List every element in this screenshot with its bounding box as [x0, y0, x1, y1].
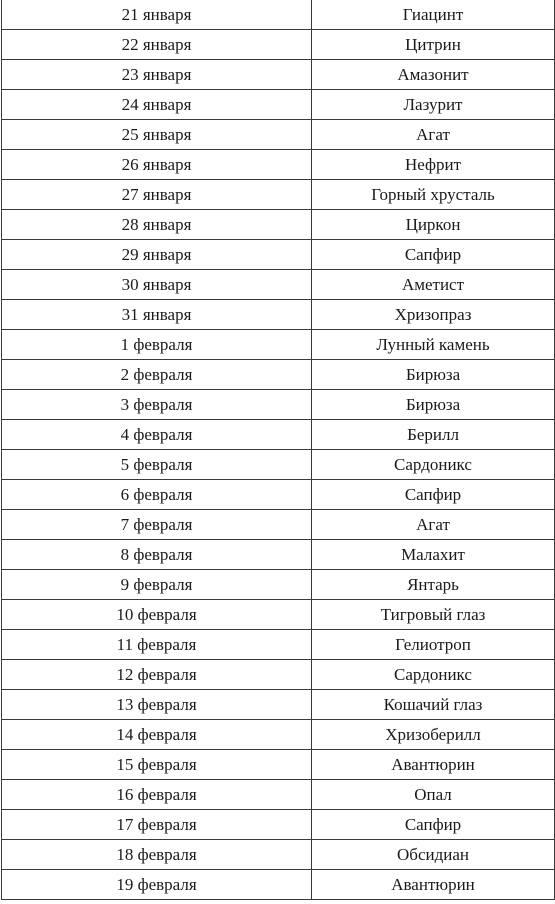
stone-cell: Сардоникс: [312, 660, 555, 690]
table-row: [2, 810, 555, 840]
stone-cell: Цитрин: [312, 30, 555, 60]
date-cell: 9 февраля: [2, 570, 312, 600]
table-row: [2, 0, 555, 30]
table-row: [2, 60, 555, 90]
date-cell: 8 февраля: [2, 540, 312, 570]
table-row: [2, 450, 555, 480]
stone-cell: Авантюрин: [312, 870, 555, 900]
stone-cell: Малахит: [312, 540, 555, 570]
table-row: [2, 240, 555, 270]
date-cell: 13 февраля: [2, 690, 312, 720]
table-row: [2, 150, 555, 180]
stone-cell: Циркон: [312, 210, 555, 240]
table-row: [2, 840, 555, 870]
date-cell: 26 января: [2, 150, 312, 180]
date-cell: 27 января: [2, 180, 312, 210]
date-cell: 3 февраля: [2, 390, 312, 420]
table-row: [2, 180, 555, 210]
date-cell: 28 января: [2, 210, 312, 240]
table-row: [2, 690, 555, 720]
stone-cell: Обсидиан: [312, 840, 555, 870]
date-cell: 7 февраля: [2, 510, 312, 540]
stone-cell: Агат: [312, 510, 555, 540]
birthstone-table: [1, 0, 555, 900]
date-cell: 23 января: [2, 60, 312, 90]
date-cell: 31 января: [2, 300, 312, 330]
stone-cell: Тигровый глаз: [312, 600, 555, 630]
date-cell: 5 февраля: [2, 450, 312, 480]
date-cell: 29 января: [2, 240, 312, 270]
table-row: [2, 420, 555, 450]
birthstone-table-body: [2, 0, 555, 900]
date-cell: 22 января: [2, 30, 312, 60]
date-cell: 2 февраля: [2, 360, 312, 390]
date-cell: 24 января: [2, 90, 312, 120]
table-row: [2, 30, 555, 60]
table-row: [2, 270, 555, 300]
date-cell: 17 февраля: [2, 810, 312, 840]
table-row: [2, 90, 555, 120]
stone-cell: Горный хрусталь: [312, 180, 555, 210]
stone-cell: Аметист: [312, 270, 555, 300]
date-cell: 21 января: [2, 0, 312, 30]
stone-cell: Амазонит: [312, 60, 555, 90]
date-cell: 4 февраля: [2, 420, 312, 450]
date-cell: 6 февраля: [2, 480, 312, 510]
stone-cell: Лунный камень: [312, 330, 555, 360]
date-cell: 18 февраля: [2, 840, 312, 870]
stone-cell: Гиацинт: [312, 0, 555, 30]
stone-cell: Сапфир: [312, 480, 555, 510]
date-cell: 15 февраля: [2, 750, 312, 780]
table-row: [2, 780, 555, 810]
table-row: [2, 660, 555, 690]
date-cell: 14 февраля: [2, 720, 312, 750]
stone-cell: Авантюрин: [312, 750, 555, 780]
stone-cell: Бирюза: [312, 360, 555, 390]
table-row: [2, 480, 555, 510]
stone-cell: Хризоберилл: [312, 720, 555, 750]
stone-cell: Кошачий глаз: [312, 690, 555, 720]
date-cell: 30 января: [2, 270, 312, 300]
stone-cell: Бирюза: [312, 390, 555, 420]
date-cell: 12 февраля: [2, 660, 312, 690]
date-cell: 1 февраля: [2, 330, 312, 360]
stone-cell: Сапфир: [312, 810, 555, 840]
stone-cell: Хризопраз: [312, 300, 555, 330]
stone-cell: Нефрит: [312, 150, 555, 180]
table-row: [2, 630, 555, 660]
table-row: [2, 510, 555, 540]
date-cell: 11 февраля: [2, 630, 312, 660]
date-cell: 16 февраля: [2, 780, 312, 810]
stone-cell: Гелиотроп: [312, 630, 555, 660]
table-row: [2, 120, 555, 150]
table-row: [2, 570, 555, 600]
table-row: [2, 210, 555, 240]
table-row: [2, 720, 555, 750]
stone-cell: Сардоникс: [312, 450, 555, 480]
table-row: [2, 750, 555, 780]
table-row: [2, 300, 555, 330]
stone-cell: Сапфир: [312, 240, 555, 270]
date-cell: 19 февраля: [2, 870, 312, 900]
date-cell: 10 февраля: [2, 600, 312, 630]
stone-cell: Агат: [312, 120, 555, 150]
table-row: [2, 870, 555, 900]
stone-cell: Опал: [312, 780, 555, 810]
table-row: [2, 600, 555, 630]
stone-cell: Берилл: [312, 420, 555, 450]
stone-cell: Янтарь: [312, 570, 555, 600]
table-row: [2, 360, 555, 390]
table-row: [2, 540, 555, 570]
stone-cell: Лазурит: [312, 90, 555, 120]
date-cell: 25 января: [2, 120, 312, 150]
table-row: [2, 390, 555, 420]
table-row: [2, 330, 555, 360]
